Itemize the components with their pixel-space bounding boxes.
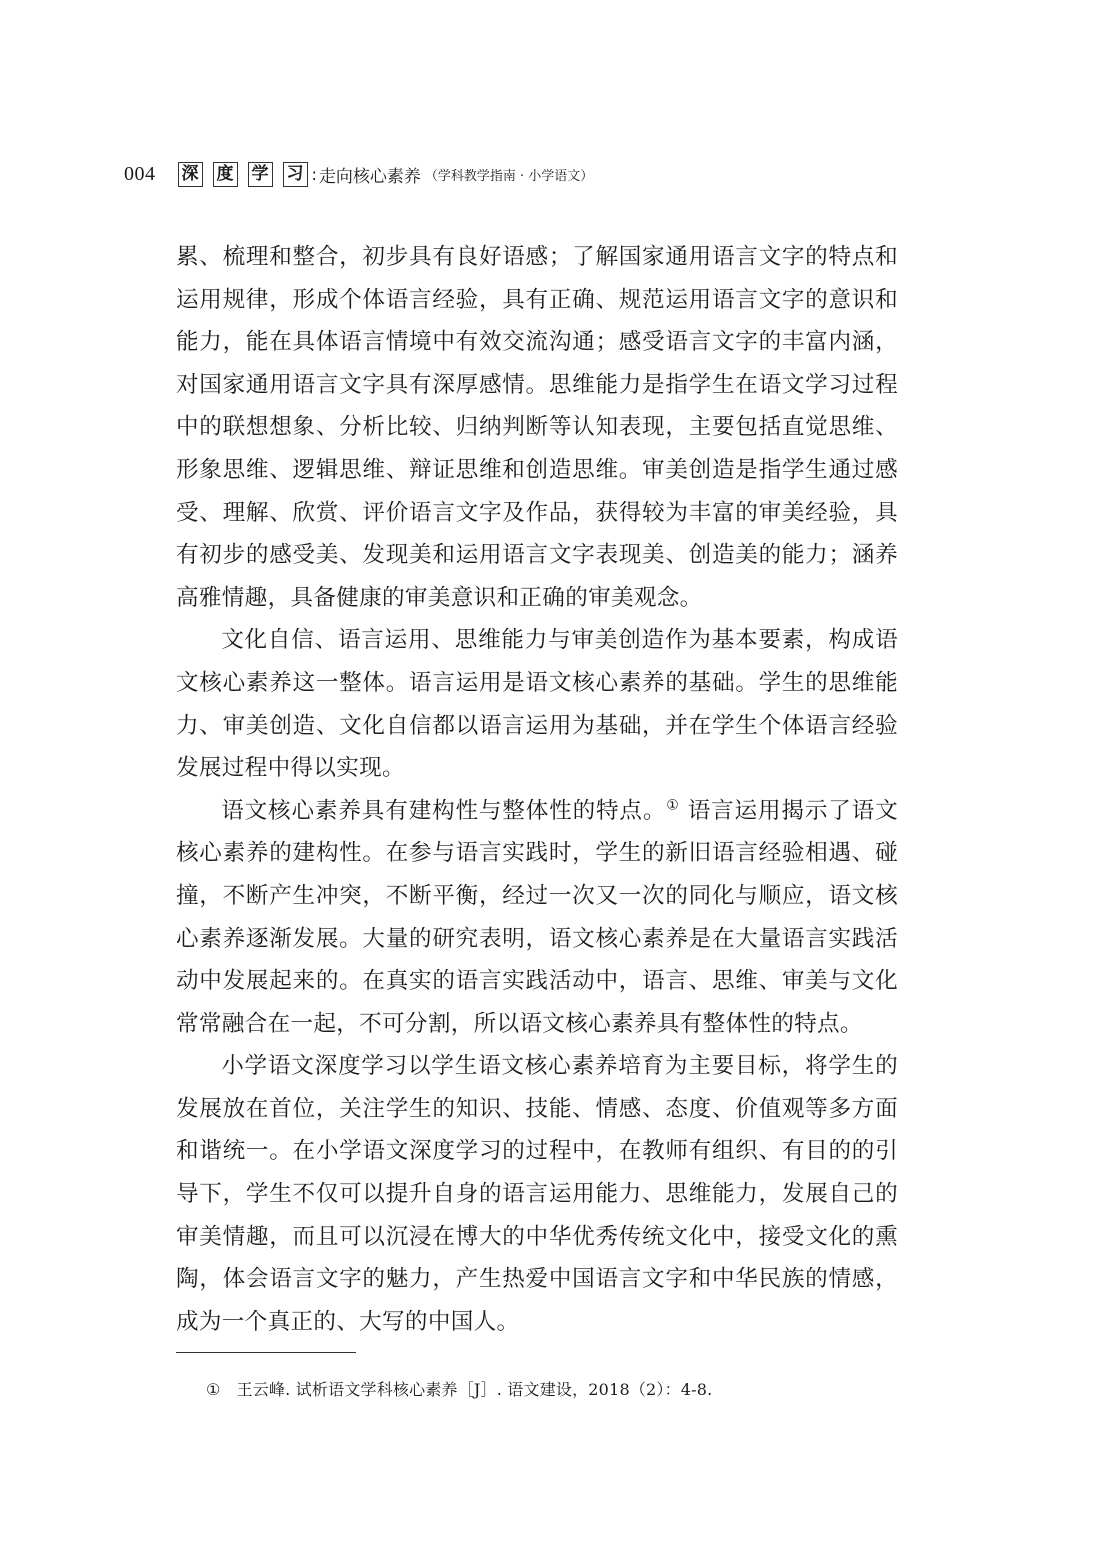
series-title-char: 度 [213, 162, 238, 187]
running-header [124, 156, 593, 192]
text-line: 语文核心素养具有建构性与整体性的特点。 [221, 797, 667, 824]
book-guide-label: （学科教学指南 · 小学语文） [424, 168, 594, 184]
series-title-char: 学 [248, 162, 273, 187]
text-line: 核心素养的建构性。在参与语言实践时，学生的新旧语言经验相遇、碰 [176, 840, 898, 867]
series-title-char: 深 [178, 162, 203, 187]
text-line: 心素养逐渐发展。大量的研究表明，语文核心素养是在大量语言实践活 [176, 925, 898, 952]
text-line: 撞，不断产生冲突，不断平衡，经过一次又一次的同化与顺应，语文核 [176, 882, 898, 909]
paragraph [176, 619, 898, 789]
text-line: 民族的情感，成为一个真正的、大写的中国人。 [176, 1266, 898, 1335]
paragraph [176, 1045, 898, 1343]
footnote-text: 王云峰. 试析语文学科核心素养［J］. 语文建设，2018（2）：4-8. [236, 1380, 713, 1399]
text-line: 语言运用揭示了语文 [679, 797, 899, 824]
text-line: 形象思维、逻辑思维、辩证思维和创造思维。审美创造是指学生通过感 [176, 456, 898, 483]
paragraph [176, 236, 898, 619]
text-line: 受、理解、欣赏、评价语言文字及作品，获得较为丰富的审美经验，具 [176, 499, 898, 526]
text-line: 对国家通用语言文字具有深厚感情。思维能力是指学生在语文学习过程 [176, 371, 898, 398]
footnote-marker: ① [206, 1380, 221, 1399]
paragraph [176, 790, 898, 1046]
text-line: 高雅情趣，具备健康的审美意识和正确的审美观念。 [176, 584, 703, 611]
text-line: 的发展放在首位，关注学生的知识、技能、情感、态度、价值观等多 [176, 1053, 898, 1122]
text-line: 语文核心素养这一整体。语言运用是语文核心素养的基础。学生的思 [176, 627, 898, 696]
text-line: 方面和谐统一。在小学语文深度学习的过程中，在教师有组织、有目 [176, 1095, 898, 1165]
body-text [176, 236, 898, 1343]
header-separator: : [311, 164, 317, 184]
text-line: 运用规律，形成个体语言经验，具有正确、规范运用语言文字的意识和 [176, 286, 898, 313]
text-line: 有初步的感受美、发现美和运用语言文字表现美、创造美的能力；涵养 [176, 542, 898, 569]
text-line: 展自己的审美情趣，而且可以沉浸在博大的中华优秀传统文化中，接 [176, 1181, 898, 1250]
book-subtitle: 走向核心素养 [318, 166, 421, 187]
text-line: 中的联想想象、分析比较、归纳判断等认知表现，主要包括直觉思维、 [176, 414, 898, 441]
page-number: 004 [124, 162, 156, 185]
text-line: 的的引导下，学生不仅可以提升自身的语言运用能力、思维能力，发 [176, 1138, 899, 1208]
text-line: 维能力、审美创造、文化自信都以语言运用为基础，并在学生个体语 [176, 669, 898, 739]
text-line: 能力，能在具体语言情境中有效交流沟通；感受语言文字的丰富内涵， [176, 329, 898, 356]
footnote-reference[interactable]: ① [666, 797, 680, 814]
text-line: 小学语文深度学习以学生语文核心素养培育为主要目标，将学生 [221, 1053, 876, 1080]
text-line: 动中发展起来的。在真实的语言实践活动中，语言、思维、审美与文化 [176, 968, 898, 995]
footnote-divider [176, 1352, 356, 1353]
text-line: 言经验发展过程中得以实现。 [176, 712, 899, 782]
text-line: 常常融合在一起，不可分割，所以语文核心素养具有整体性的特点。 [176, 1010, 863, 1037]
text-line: 文化自信、语言运用、思维能力与审美创造作为基本要素，构成 [221, 627, 876, 654]
footnote [206, 1377, 712, 1400]
text-line: 累、梳理和整合，初步具有良好语感；了解国家通用语言文字的特点和 [176, 244, 898, 270]
text-line: 受文化的熏陶，体会语言文字的魅力，产生热爱中国语言文字和中华 [176, 1223, 898, 1293]
series-title-char: 习 [283, 162, 308, 187]
